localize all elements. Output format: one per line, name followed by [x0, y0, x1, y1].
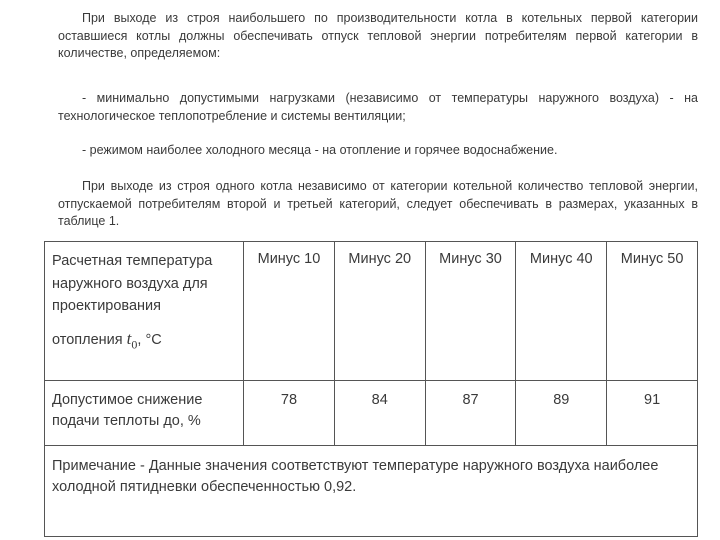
value-cell: 87 [425, 381, 516, 446]
header-label-text: Расчетная температура наружного воздуха для проектирования [52, 253, 213, 314]
symbol-t: t [126, 328, 132, 348]
paragraph-1: При выходе из строя наибольшего по производительности котла в котельных первой категории оставшиеся котлы должны обеспечивать отпуск тепловой энергии потребителям первой категории в количестве, определяемом: [58, 11, 698, 60]
data-table [44, 241, 698, 537]
column-header: Минус 50 [607, 242, 698, 381]
value-cell: 91 [607, 381, 698, 446]
column-header: Минус 10 [244, 242, 335, 381]
header-label-tail [52, 328, 237, 356]
table-header-row [45, 242, 698, 381]
paragraph-3: - режимом наиболее холодного месяца - на отопление и горячее водоснабжение. [82, 143, 558, 157]
table-note-row [45, 446, 698, 537]
row-label-cell: Допустимое снижение подачи теплоты до, % [45, 381, 244, 446]
table-row [45, 381, 698, 446]
column-header: Минус 40 [516, 242, 607, 381]
symbol-sub: 0 [131, 336, 138, 351]
note-cell: Примечание - Данные значения соответствуют температуре наружного воздуха наиболее холодной пятидневки обеспеченностью 0,92. [45, 446, 698, 537]
value-cell: 78 [244, 381, 335, 446]
column-header: Минус 20 [334, 242, 425, 381]
value-cell: 89 [516, 381, 607, 446]
header-label-cell [45, 242, 244, 381]
unit-text: , °C [137, 331, 162, 348]
paragraph-4: При выходе из строя одного котла независимо от категории котельной количество тепловой энергии, отпускаемой потребителям второй и третьей категорий, следует обеспечивать в размерах, указанных в таблице 1. [58, 179, 698, 228]
header-tail-word: отопления [52, 331, 123, 348]
paragraph-2: - минимально допустимыми нагрузками (независимо от температуры наружного воздуха) - на технологическое теплопотребление и системы вентиляции; [58, 91, 698, 123]
t0-symbol [126, 328, 138, 351]
column-header: Минус 30 [425, 242, 516, 381]
value-cell: 84 [334, 381, 425, 446]
